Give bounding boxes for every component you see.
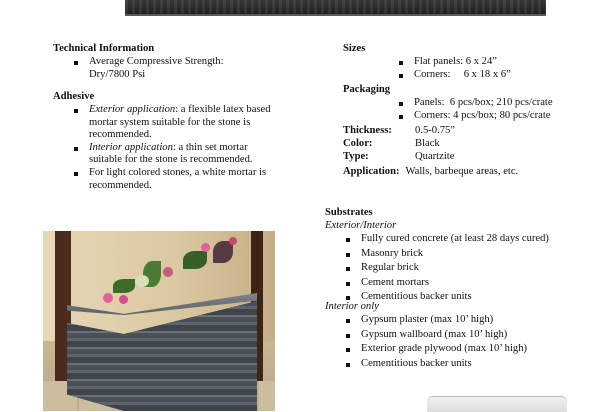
item-label: Interior application: [89, 141, 173, 153]
list-item: Cement mortars: [361, 277, 549, 290]
stone-banner-image: [125, 0, 546, 16]
exterior-substrates-list: [361, 233, 549, 304]
list-item: Cementitious backer units: [361, 291, 549, 304]
list-item-line: Dry/7800 Psi: [89, 68, 146, 80]
substrates-heading: Substrates: [325, 207, 373, 218]
adhesive-list: [89, 104, 299, 192]
list-item: Exterior grade plywood (max 10’ high): [361, 343, 528, 355]
flower: [201, 243, 210, 252]
list-item: [89, 167, 299, 192]
item-text: suitable for the stone is recommended.: [89, 154, 253, 166]
list-item: Masonry brick: [361, 248, 549, 261]
spec-label: Thickness:: [343, 125, 392, 136]
spec-value: Quartzite: [415, 151, 455, 162]
list-item: Panels: 6 pcs/box; 210 pcs/crate: [414, 97, 553, 108]
list-item: Gypsum plaster (max 10’ high): [361, 314, 527, 327]
list-item-line: Average Compressive Strength:: [89, 56, 224, 67]
list-item: [89, 56, 299, 81]
item-label: Exterior application: [89, 104, 176, 115]
spec-label: Type:: [343, 151, 369, 162]
spec-label: Application:: [343, 166, 400, 177]
adhesive-heading: Adhesive: [53, 91, 95, 102]
spec-label: Color:: [343, 138, 373, 149]
exterior-interior-label: Exterior/Interior: [325, 220, 397, 231]
plant-leaf: [183, 251, 207, 269]
item-text: For light colored stones, a white mortar is: [89, 166, 267, 178]
list-item: Corners: 4 pcs/box; 80 pcs/crate: [414, 110, 553, 123]
flower: [103, 293, 113, 303]
item-text: recommended.: [89, 129, 152, 141]
spec-type: [343, 151, 454, 164]
spec-thickness: [343, 125, 455, 138]
list-item: [89, 142, 299, 167]
flower: [135, 275, 149, 287]
spec-value: Walls, barbeque areas, etc.: [405, 166, 519, 177]
sizes-heading: Sizes: [343, 43, 366, 54]
list-item: Corners: 6 x 18 x 6”: [414, 68, 511, 80]
technical-info-list: [89, 56, 299, 81]
list-item: Gypsum wallboard (max 10’ high): [361, 329, 527, 342]
list-item: Fully cured concrete (at least 28 days cured): [361, 233, 549, 244]
packaging-heading: Packaging: [343, 84, 391, 95]
spec-application: [343, 166, 518, 179]
item-text: mortar system suitable for the stone is: [89, 116, 251, 128]
list-item: Regular brick: [361, 262, 549, 275]
technical-info-heading: Technical Information: [53, 43, 155, 54]
item-text: recommended.: [89, 179, 152, 191]
plant-leaf: [113, 279, 135, 293]
flower: [119, 295, 128, 304]
list-item: Cementitious backer units: [361, 358, 527, 371]
sizes-list: [414, 56, 511, 81]
spec-value: Black: [415, 138, 440, 149]
item-text: : a thin set mortar: [172, 141, 248, 153]
product-photo: [427, 396, 567, 412]
interior-substrates-list: [361, 314, 527, 370]
flower: [163, 267, 173, 277]
interior-only-label: Interior only: [325, 301, 379, 312]
planter-photo: [43, 231, 275, 411]
packaging-list: [414, 97, 553, 122]
list-item: Flat panels: 6 x 24”: [414, 56, 511, 69]
item-text: : a flexible latex based: [175, 104, 271, 115]
spec-color: [343, 138, 440, 151]
list-item: [89, 104, 299, 142]
flower: [229, 237, 237, 245]
spec-value: 0.5-0.75”: [415, 125, 456, 136]
